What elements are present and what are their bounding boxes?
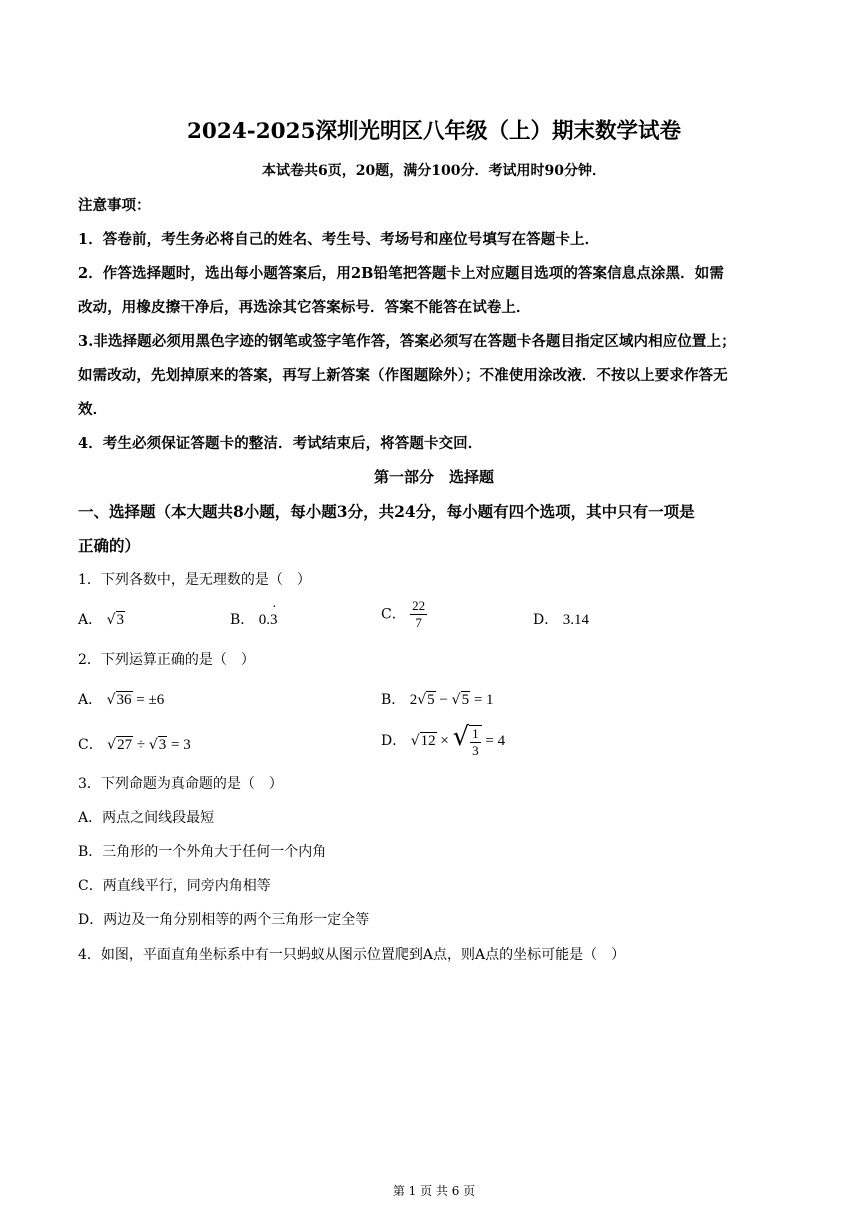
note-item-2-line-1: 2．作答选择题时，选出每小题答案后，用2B铅笔把答题卡上对应题目选项的答案信息点涂黑．如需: [78, 265, 724, 282]
q3-option-a: A．两点之间线段最短: [78, 810, 215, 826]
q2-option-c: C． √27 ÷ √3 = 3: [78, 737, 191, 753]
notes-heading: 注意事项：: [78, 197, 151, 214]
question-4-stem: 4．如图，平面直角坐标系中有一只蚂蚁从图示位置爬到A点，则A点的坐标可能是（ ）: [78, 947, 626, 963]
q1-option-c: C． $\frac{22}{7}$: [381, 598, 426, 630]
q2-option-d: D． √12 × √ $\frac{1}{3}$ = 4: [381, 722, 506, 758]
q3-option-c: C．两直线平行，同旁内角相等: [78, 878, 271, 894]
sqrt-expression: √3: [106, 612, 124, 628]
q1-option-b: B． 0.· 3: [230, 609, 278, 629]
note-item-2-line-2: 改动，用橡皮擦干净后，再选涂其它答案标号．答案不能答在试卷上．: [78, 299, 531, 316]
section-heading-line-1: 一、选择题（本大题共8小题，每小题3分，共24分，每小题有四个选项，其中只有一项是: [78, 502, 695, 521]
q1-option-d: D． 3.14: [533, 612, 589, 628]
repeating-digit: · 3: [270, 612, 278, 628]
note-item-3-line-2: 如需改动，先划掉原来的答案，再写上新答案（作图题除外）；不准使用涂改液．不按以上要求作答无: [78, 367, 728, 384]
q2-option-b: B． 2√5 − √5 = 1: [381, 692, 494, 708]
fraction: $\frac{22}{7}$: [412, 598, 426, 630]
q3-option-d: D．两边及一角分别相等的两个三角形一定全等: [78, 912, 370, 928]
q2-option-a: A． √36 = ±6: [78, 692, 165, 708]
question-2-stem: 2．下列运算正确的是（ ）: [78, 652, 255, 668]
page-footer: 第 1 页 共 6 页: [392, 1184, 476, 1198]
exam-info: 本试卷共6页，20题，满分100分．考试用时90分钟．: [262, 163, 606, 179]
section-heading-line-2: 正确的）: [78, 536, 141, 555]
note-item-4: 4．考生必须保证答题卡的整洁．考试结束后，将答题卡交回．: [78, 435, 483, 452]
part-heading: 第一部分 选择题: [373, 468, 494, 486]
note-item-1: 1．答卷前，考生务必将自己的姓名、考生号、考场号和座位号填写在答题卡上．: [78, 231, 600, 248]
page-title: 2024-2025深圳光明区八年级（上）期末数学试卷: [186, 119, 682, 144]
question-3-stem: 3．下列命题为真命题的是（ ）: [78, 776, 283, 792]
q3-option-b: B．三角形的一个外角大于任何一个内角: [78, 844, 327, 860]
note-item-3-line-1: 3.非选择题必须用黑色字迹的钢笔或签字笔作答，答案必须写在答题卡各题目指定区域内相应位置上；: [78, 333, 736, 350]
q1-option-a: A． √3: [78, 612, 124, 628]
note-item-3-line-3: 效．: [78, 401, 108, 418]
question-1-stem: 1．下列各数中，是无理数的是（ ）: [78, 572, 311, 588]
